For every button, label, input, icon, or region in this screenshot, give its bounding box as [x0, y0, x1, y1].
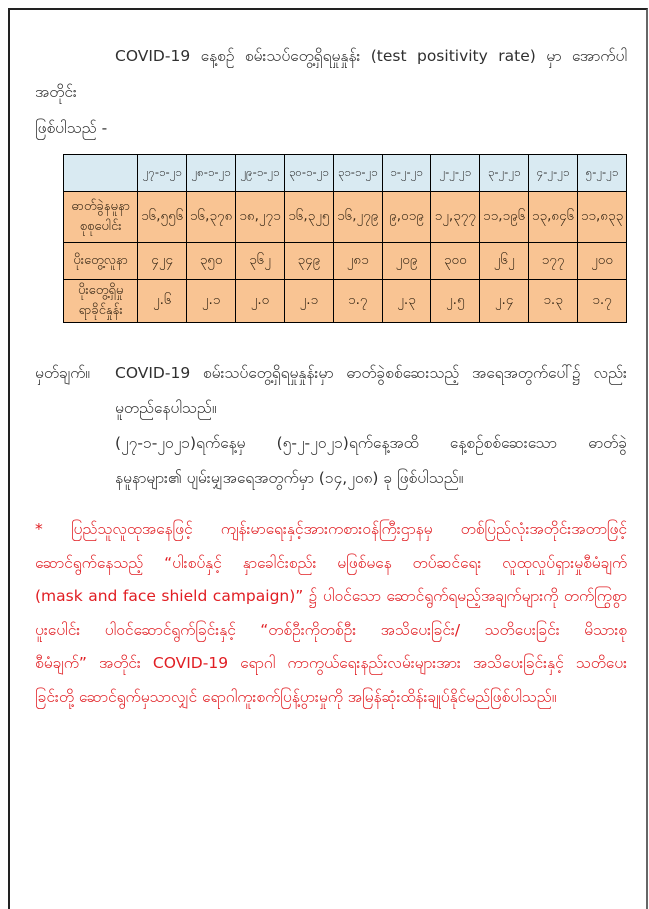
row-label-cell: [64, 243, 138, 280]
date-header-cell: ၅-၂-၂၁: [578, 155, 627, 192]
row-label-line: ရာခိုင်နှုန်း: [78, 303, 123, 318]
emphasis-paragraph: [35, 513, 627, 714]
table-cell: ၁၂,၃၇၇: [431, 192, 480, 243]
table-cell: ၁.၃: [529, 280, 578, 323]
table-cell: ၉,၀၁၉: [382, 192, 431, 243]
table-cell: ၂.၃: [382, 280, 431, 323]
note-line: နမူနာများ၏ ပျမ်းမျှအရေအတွက်မှာ (၁၄,၂၀၈) ခု ဖြစ်ပါသည်။: [115, 469, 464, 487]
table-cell: ၁၇၇: [529, 243, 578, 280]
note-line: မူတည်နေပါသည်။: [115, 399, 217, 417]
row-label-cell: [64, 280, 138, 323]
table-cell: ၂.၁: [187, 280, 236, 323]
note-section: [35, 356, 627, 496]
table-cell: ၄၂၄: [138, 243, 187, 280]
row-label-line: ဓာတ်ခွဲနမူနာ: [71, 198, 131, 214]
table-cell: ၁၆,၃၂၅: [284, 192, 333, 243]
positivity-table: [63, 154, 627, 323]
emphasis-line: ပူးပေါင်း ပါဝင်ဆောင်ရွက်ခြင်းနှင့် “တစ်ဦးကိုတစ်ဦး အသိပေးခြင်း/ သတိပေးခြင်း မိသားစု: [35, 620, 627, 639]
table-row-total-samples: [64, 192, 627, 243]
table-cell: ၃၅၀: [187, 243, 236, 280]
table-cell: ၁၈,၂၇၁: [236, 192, 285, 243]
table-cell: ၃၀၀: [431, 243, 480, 280]
emphasis-line: * ပြည်သူလူထုအနေဖြင့် ကျန်းမာရေးနှင့်အားကစားဝန်ကြီးဌာနမှ တစ်ပြည်လုံးအတိုင်းအတာဖြင့်: [35, 520, 627, 538]
intro-line: ဖြစ်ပါသည် -: [35, 119, 108, 137]
date-header-cell: ၃-၂-၂၁: [480, 155, 529, 192]
table-row-positive-cases: [64, 243, 627, 280]
date-header-cell: ၃၁-၁-၂၁: [333, 155, 382, 192]
table-cell: ၂.၀: [236, 280, 285, 323]
table-cell: ၂.၆: [138, 280, 187, 323]
note-line: (၂၇-၁-၂၀၂၁)ရက်နေ့မှ (၅-၂-၂၀၂၁)ရက်နေ့အထိ နေ့စဉ်စစ်ဆေးသော ဓာတ်ခွဲ: [115, 434, 627, 452]
table-cell: ၁၆,၅၅၆: [138, 192, 187, 243]
table-cell: ၁၁,၁၉၆: [480, 192, 529, 243]
date-header-cell: ၃၀-၁-၂၁: [284, 155, 333, 192]
table-cell: ၂၀၉: [382, 243, 431, 280]
emphasis-line: ဆောင်ရွက်နေသည့် “ပါးစပ်နှင့် နှာခေါင်းစည်း မဖြစ်မနေ တပ်ဆင်ရေး လူထုလှုပ်ရှားမှုစီမံချက်: [35, 553, 627, 572]
table-header-row: [64, 155, 627, 192]
date-header-cell: ၂-၂-၂၁: [431, 155, 480, 192]
note-text: [115, 356, 627, 496]
table-cell: ၁၁,၈၃၃: [578, 192, 627, 243]
table-cell: ၂.၅: [431, 280, 480, 323]
date-header-cell: ၂၇-၁-၂၁: [138, 155, 187, 192]
intro-paragraph: [35, 38, 627, 146]
row-label-line: ပိုးတွေ့ရှိမှု: [77, 282, 124, 298]
table-cell: ၂၆၂: [480, 243, 529, 280]
table-cell: ၁.၇: [578, 280, 627, 323]
table-cell: ၂၀၀: [578, 243, 627, 280]
table-cell: ၂.၄: [480, 280, 529, 323]
row-label-line: ပိုးတွေ့လူနာ: [73, 252, 128, 268]
row-label-line: စုစုပေါင်း: [79, 219, 122, 234]
table-cell: ၃၄၉: [284, 243, 333, 280]
table-cell: ၂.၁: [284, 280, 333, 323]
note-line: COVID-19 စမ်းသပ်တွေ့ရှိရမှုနှုန်းမှာ ဓာတ်ခွဲစစ်ဆေးသည့် အရေအတွက်ပေါ်၌ လည်း: [115, 364, 627, 382]
emphasis-line: ခြင်းတို့ ဆောင်ရွက်မှသာလျှင် ရောဂါကူးစက်ပြန့်ပွားမှုကို အမြန်ဆုံးထိန်းချုပ်နိုင်မည်ဖြစ်ပါသည်။: [35, 687, 557, 706]
table-cell: ၂၈၁: [333, 243, 382, 280]
date-header-cell: ၄-၂-၂၁: [529, 155, 578, 192]
table-cell: ၁၆,၃၇၈: [187, 192, 236, 243]
table-corner-spacer: [64, 155, 138, 192]
table-cell: ၃၆၂: [236, 243, 285, 280]
page-content: [8, 8, 648, 714]
table-cell: ၁.၇: [333, 280, 382, 323]
intro-line: COVID-19 နေ့စဉ် စမ်းသပ်တွေ့ရှိရမှုနှုန်း (test positivity rate) မှာ အောက်ပါအတိုင်း: [35, 47, 627, 101]
note-label: မှတ်ချက်။: [35, 364, 90, 382]
date-header-cell: ၂၉-၁-၂၁: [236, 155, 285, 192]
row-label-cell: [64, 192, 138, 243]
table-row-positivity-rate: [64, 280, 627, 323]
table-cell: ၁၆,၂၇၉: [333, 192, 382, 243]
table-cell: ၁၃,၈၄၆: [529, 192, 578, 243]
emphasis-line: (mask and face shield campaign)” ၌ ပါဝင်သော ဆောင်ရွက်ရမည့်အချက်များကို တက်ကြွစွာ: [35, 587, 627, 605]
date-header-cell: ၂၈-၁-၂၁: [187, 155, 236, 192]
emphasis-line: စီမံချက်” အတိုင်း COVID-19 ရောဂါ ကာကွယ်ရေးနည်းလမ်းများအား အသိပေးခြင်းနှင့် သတိပေး: [35, 654, 627, 672]
date-header-cell: ၁-၂-၂၁: [382, 155, 431, 192]
